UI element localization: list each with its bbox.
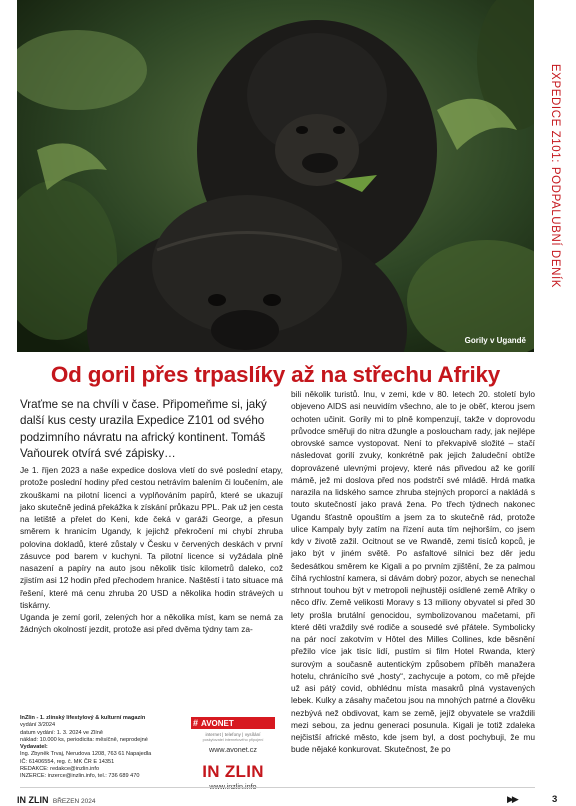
footer-issue: BŘEZEN 2024 bbox=[52, 798, 96, 805]
footer-divider bbox=[20, 787, 535, 788]
imprint-ads: INZERCE: inzerce@inzlin.info, tel.: 736 689 470 bbox=[20, 773, 140, 780]
inzlin-logo: IN ZLIN bbox=[202, 762, 264, 781]
gorilla-illustration bbox=[17, 0, 534, 352]
hash-icon: # bbox=[193, 718, 199, 728]
avonet-tagline: poskytovatel internetového připojení bbox=[202, 738, 264, 742]
paragraph: Je 1. říjen 2023 a naše expedice doslova vletí do své poslední etapy, protože poslední hodiny před cestou netrávím balením či loučením, ale zkouškami na pilotní licenci a vyplňováním papírů, které se ukazují jako skutečně jediná překážka k získání průkazu PPL. Pak už jen cesta na letiště a přelet do Keni, kde čeká v garáži George, a přesun směrem k hranicím Ugandy, k jejichž překročení mi chybí zhruba polovina dokladů, které zůstaly v Česku v červených deskách v první zásuvce pod barem v kuchyni. Ta pilotní licence si vyžádala plně nasazení a papíry na auto jsou několik tisíc kilometrů daleko, což zjistím asi 12 hodin před přechodem hranice. Naštěstí i tato situace má řešení, které má cenu zhruba 20 USD a několika hodin stráveých u tiskárny. bbox=[20, 465, 283, 610]
imprint-line: datum vydání: 1. 3. 2024 ve Zlíně bbox=[20, 729, 104, 736]
paragraph: bili několik turistů. Inu, v zemi, kde v 80. letech 20. století bylo objeveno AIDS asi neuvidím všechno, ale to je oběť, kterou jsem ochoten učinit. Gorily mi to plně kompenzují, takže v doprovodu průvodce směřuji do nitra džungle a posloucham rady, jak nejlépe obrovské samce vystopovat. Není to překvapivě složité – stačí následovat gorilí zvuky, konkrétně pak jejich žaludeční obtíže doprovázené ulevnými projevy, které nás přivedou až ke gorilí mámě, jež mi doslova před nos podstrčí své mládě. Hrdá matka narazila na lidského samce zhruba stejných proporcí a nakládá s touto skutečností jako pravá žena. Po třech týdnech nakonec Ugandu šťastně opouštím a jsem za to skutečně rád, protože ulice Kampaly byly zatím na řízení auta tím nejhorším, co jsem kdy v životě zažil. Ocitnout se ve Rwandě, zemi tisíců kopců, je jako být v jiném světě. Po asfaltové silnici bez děr jedu šedesátkou směrem ke Kigali a po prvním zjištění, že za palmou číhá rychlostní kamera, si dávám dobrý pozor, abych se nenechal strhnout touhou být v metropoli nejhustěji osídlené země Afriky o něco dřív. Země velikosti Moravy s 13 miliony obyvatel si před 30 lety prošla brutální genocidou, symbolizovanou mačetami, při které děti vraždily své rodiče a sousedé své přátele. Symbolicky na pár nocí zakotvím v Hôtel des Milles Collines, kde běsnění přežilo více jak tisíc lidí, pustím si film Hotel Rwanda, který surovým a současně autentickým způsobem příběh manažera hotelu, chránícího své „hosty“, zachycuje a potom, co mě přejde už asi pátý covid, obhlédnu místa masakrů plná vystavených lebek. Kulky a zásahy mačetou jsou na mnohých patrné a člověku nezbývá než obdivovat, kam se země, jejíž obyvatele se vraždili mezi sebou, za jednu generaci posunula. Kigali je totiž zdaleka nejčistší africké město, kde jsem byl, a dost pochybuji, že mu bude nějaké konkurovat. Skutečnost, že po bbox=[291, 389, 535, 755]
photo-caption: Gorily v Ugandě bbox=[464, 336, 526, 345]
imprint bbox=[20, 715, 190, 781]
imprint-publisher-heading: Vydavatel: bbox=[20, 744, 48, 751]
imprint-line: vydání 3/2024 bbox=[20, 722, 56, 729]
imprint-line: IČ: 61406554, reg. č. MK ČR E 14351 bbox=[20, 758, 115, 765]
section-tag bbox=[542, 4, 568, 348]
avonet-logo[interactable] bbox=[191, 717, 275, 729]
gorilla-photo bbox=[17, 0, 534, 352]
imprint-editor: REDAKCE: redakce@inzlin.info bbox=[20, 766, 100, 773]
article-lead: Vraťme se na chvíli v čase. Připomeňme si, jaký další kus cesty urazila Expedice Z101 od svého podzimního návratu na africký kontinent. Tomáš Vaňourek otvírá své zápisky… bbox=[20, 398, 267, 460]
imprint-title: InZlin - 1. zlínský lifestylový & kulturní magazín bbox=[20, 715, 146, 721]
article-column-right bbox=[291, 388, 535, 756]
paragraph: Uganda je zemí goril, zelených hor a několika míst, kam se nemá za žádných okolností jezdit, protože asi před dvěma týdny tam za- bbox=[20, 612, 283, 635]
article-headline: Od goril přes trpaslíky až na střechu Afriky bbox=[50, 362, 501, 387]
footer-brand bbox=[17, 795, 96, 805]
avonet-services: internet | telefony | vysílání bbox=[205, 732, 261, 737]
next-page-icon[interactable]: ▶▶ bbox=[507, 794, 517, 804]
section-tag-text: EXPEDICE Z101: PODPALUBNÍ DENÍK bbox=[549, 63, 561, 289]
footer-brand-name: IN ZLIN bbox=[17, 795, 49, 805]
imprint-line: Ing. Zbyněk Trvaj, Nerudova 1208, 763 61 Napajedla bbox=[20, 751, 152, 758]
avonet-name: AVONET bbox=[201, 718, 234, 728]
inzlin-link[interactable]: www.inzlin.info bbox=[209, 782, 257, 791]
page-number: 3 bbox=[552, 794, 558, 805]
imprint-line: náklad: 10.000 ks, periodicita: měsíčně, neprodejné bbox=[20, 736, 148, 743]
avonet-link[interactable]: www.avonet.cz bbox=[209, 745, 257, 754]
article-column-left bbox=[20, 464, 283, 636]
ads-block bbox=[191, 717, 275, 791]
